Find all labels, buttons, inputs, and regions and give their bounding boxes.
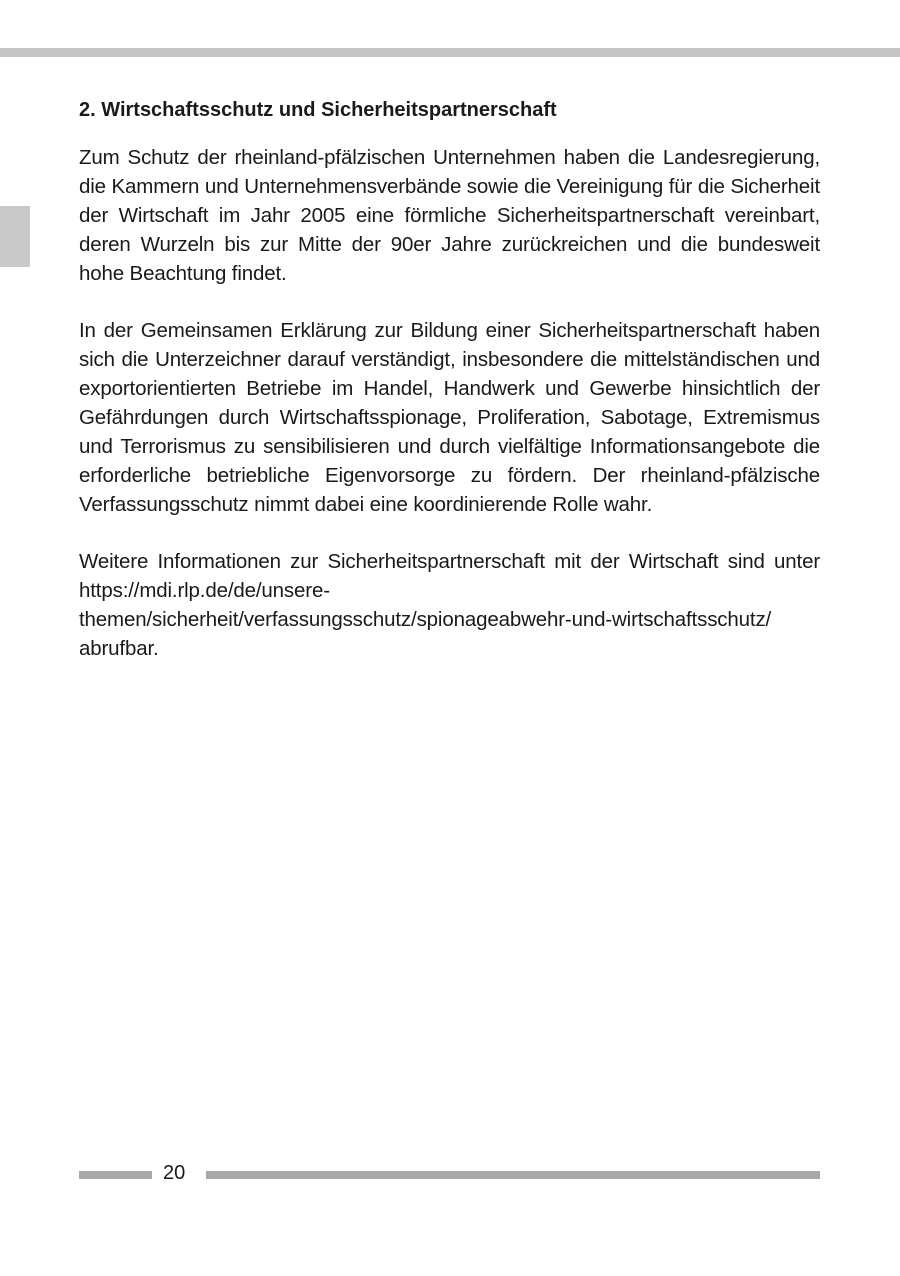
section-heading: 2. Wirtschaftsschutz und Sicherheitspartnerschaft — [79, 99, 557, 121]
side-tab-marker — [0, 206, 30, 267]
paragraph-security-partnership: Zum Schutz der rheinland-pfälzischen Unternehmen haben die Landesregierung, die Kammern und Unternehmensverbände sowie die Vereinigung für die Sicherheit der Wirtschaft im Jahr 2005 eine förmliche Sicherheitspartnerschaft vereinbart, deren Wurzeln bis zur Mitte der 90er Jahre zurückreichen und die bundesweit hohe Beachtung findet. — [79, 146, 820, 285]
footer-rule-right — [206, 1171, 820, 1179]
page-footer — [79, 1160, 820, 1186]
paragraph-joint-declaration: In der Gemeinsamen Erklärung zur Bildung einer Sicherheitspartnerschaft haben sich die Unterzeichner darauf verständigt, insbesondere die mittelständischen und exportorientierten Betriebe im Handel, Handwerk und Gewerbe hinsichtlich der Gefährdungen durch Wirtschaftsspionage, Proliferation, Sabotage, Extremismus und Terrorismus zu sensibilisieren und durch vielfältige Informationsangebote die erforderliche betriebliche Eigenvorsorge zu fördern. Der rheinland-pfälzische Verfassungsschutz nimmt dabei eine koordinierende Rolle wahr. — [79, 319, 820, 516]
page-number: 20 — [163, 1162, 186, 1184]
top-rule — [0, 48, 900, 57]
page-content — [79, 96, 820, 691]
footer-rule-left — [79, 1171, 152, 1179]
paragraph-further-information: Weitere Informationen zur Sicherheitspartnerschaft mit der Wirtschaft sind unter https://mdi.rlp.de/de/unsere-themen/sicherheit/verfassungsschutz/spionageabwehr-und-wirtschaftsschutz/ abrufbar. — [79, 550, 820, 660]
